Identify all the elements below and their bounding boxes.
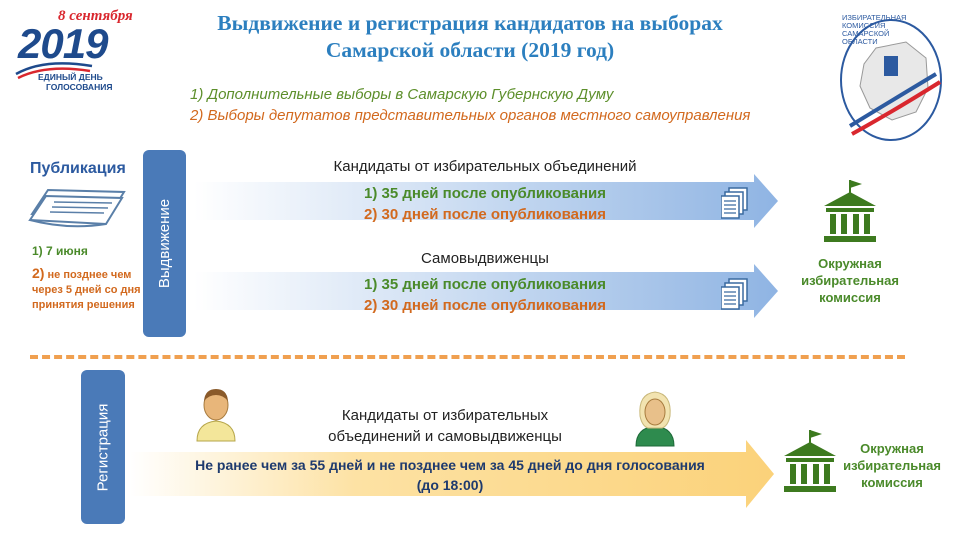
registration-candidates-label: Кандидаты от избирательных объединений и самовыдвиженцы (328, 407, 562, 445)
section-divider (30, 355, 905, 359)
documents-icon (721, 187, 749, 219)
logo-year: 2019 (18, 20, 108, 67)
male-candidate-icon (193, 383, 239, 443)
subtitle-1: 1) Дополнительные выборы в Самарскую Губернскую Думу (190, 86, 614, 103)
self-term-1: 1) 35 дней после опубликования (364, 276, 606, 293)
subtitle-2: 2) Выборы депутатов представительных органов местного самоуправления (190, 107, 751, 124)
district-commission-label: Окружная избирательная комиссия (801, 256, 899, 305)
party-term-2: 2) 30 дней после опубликования (364, 206, 606, 223)
self-term-2: 2) 30 дней после опубликования (364, 297, 606, 314)
logo-text-line2: ГОЛОСОВАНИЯ (46, 82, 113, 92)
building-icon (822, 178, 878, 244)
page-title-line2: Самарской области (2019 год) (325, 38, 615, 62)
publication-item-2: 2) не позднее чем через 5 дней со дня принятия решения (32, 265, 141, 311)
registration-deadline: Не ранее чем за 55 дней и не позднее чем за 45 дней до дня голосования (до 18:00) (195, 457, 705, 493)
district-commission-label-registration: Окружная избирательная комиссия (843, 441, 941, 490)
nomination-box: Выдвижение (143, 150, 186, 337)
party-term-1: 1) 35 дней после опубликования (364, 185, 606, 202)
commission-logo-text: ИЗБИРАТЕЛЬНАЯ КОМИССИЯ САМАРСКОЙ ОБЛАСТИ (842, 13, 907, 46)
publication-title: Публикация (30, 160, 126, 177)
building-icon (782, 428, 838, 494)
logo-text-line1: ЕДИНЫЙ ДЕНЬ (38, 72, 103, 82)
self-nominees-label: Самовыдвиженцы (421, 250, 549, 267)
documents-icon (721, 278, 749, 310)
logo-date: 8 сентября (58, 8, 133, 24)
registration-box: Регистрация (81, 370, 125, 524)
newspaper-icon (28, 180, 128, 230)
page-title-line1: Выдвижение и регистрация кандидатов на выборах (217, 11, 723, 35)
party-candidates-label: Кандидаты от избирательных объединений (333, 158, 637, 175)
publication-item-1: 1) 7 июня (32, 244, 88, 258)
